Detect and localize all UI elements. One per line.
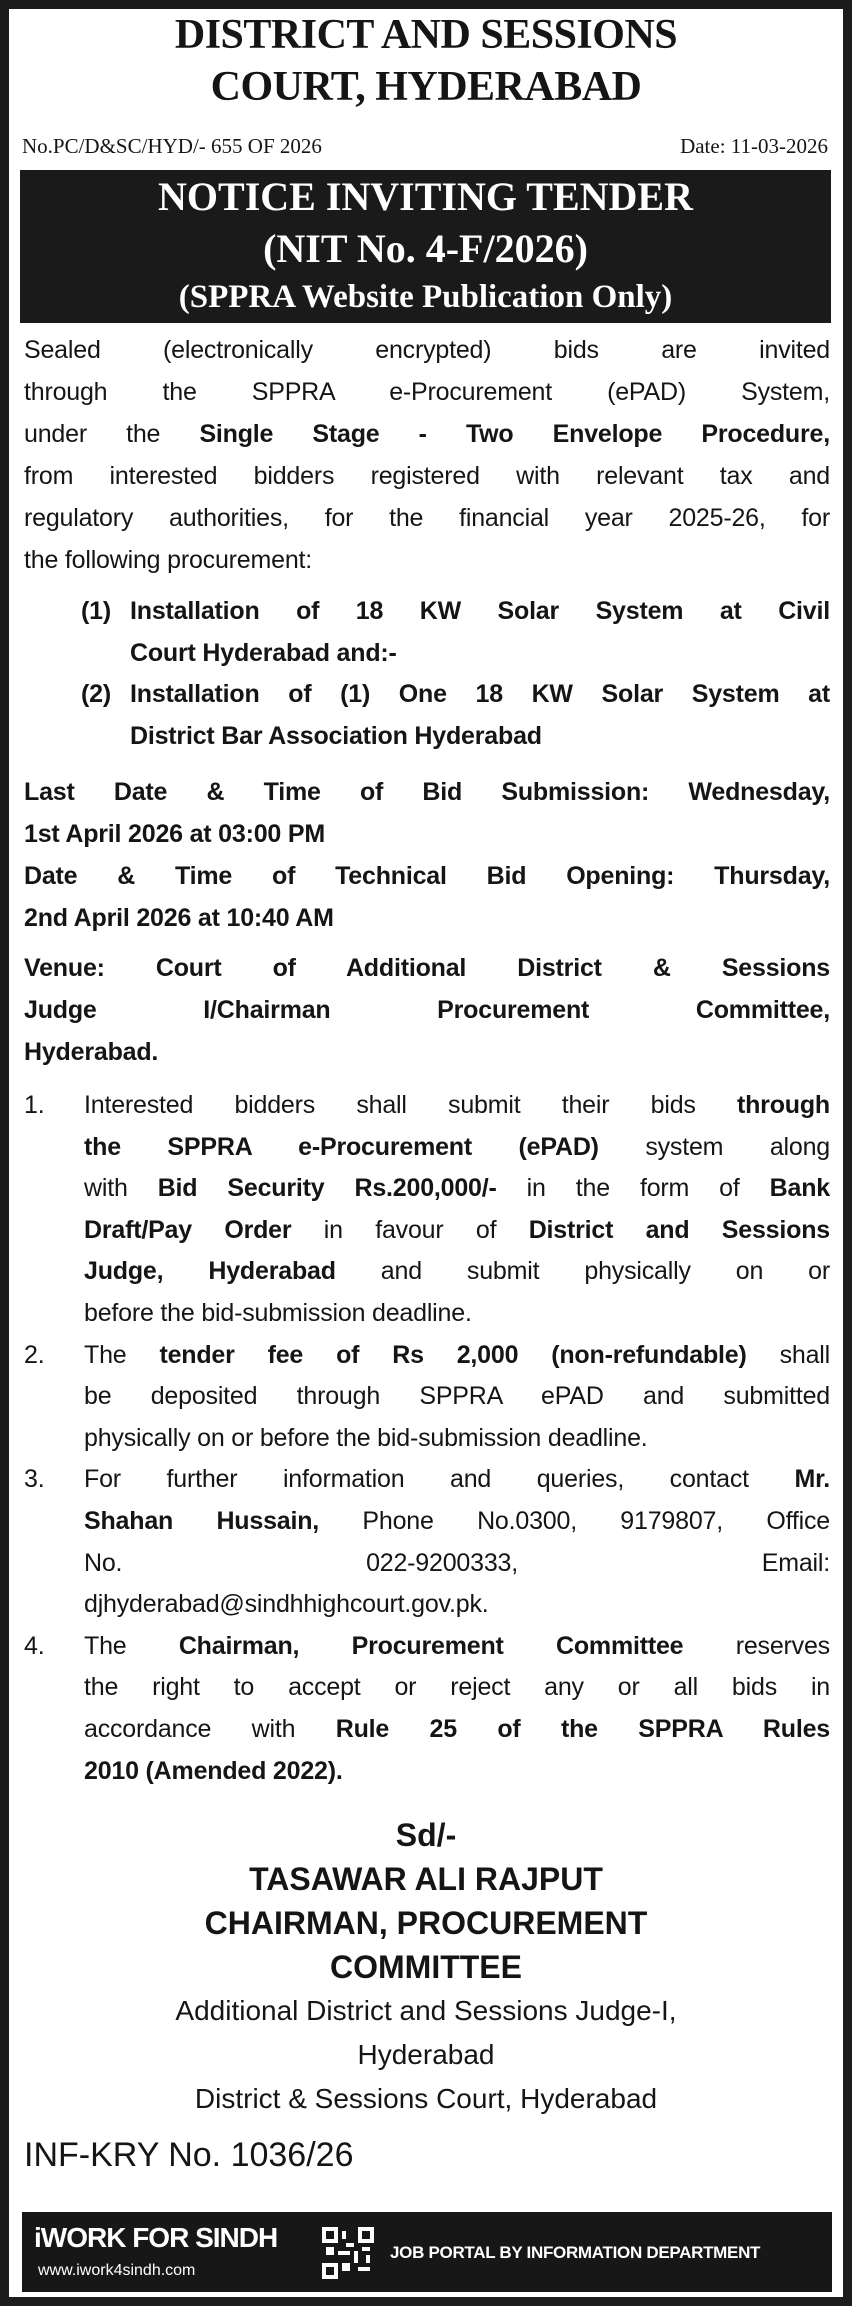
- text: For further information and queries, contact: [84, 1465, 795, 1494]
- signature-block: [0, 1813, 852, 2121]
- list-number: (1): [81, 597, 111, 625]
- text-line: [84, 1168, 830, 1210]
- text: regulatory authorities, for the financial year 2025-26, for: [24, 504, 830, 532]
- list-item: [24, 591, 830, 674]
- text-line: [84, 1626, 830, 1668]
- text-line: [24, 855, 830, 897]
- intro-paragraph: [24, 329, 830, 581]
- text-line: [84, 1376, 830, 1418]
- list-item-text: [84, 1335, 830, 1460]
- bold-text: Chairman, Procurement Committee: [178, 1631, 684, 1660]
- bold-text: 2nd April 2026 at 10:40 AM: [24, 904, 334, 932]
- text-line: [24, 371, 830, 413]
- bold-text: Last Date & Time of Bid Submission: Wednesday,: [24, 778, 830, 806]
- bold-text: Venue: Court of Additional District & Sessions: [24, 954, 830, 982]
- nit-number: (NIT No. 4-F/2026): [263, 226, 588, 271]
- reference-number: No.PC/D&SC/HYD/- 655 OF 2026: [22, 134, 322, 158]
- text: Interested bidders shall submit their bids: [84, 1091, 737, 1119]
- text: with: [84, 1174, 158, 1203]
- conditions-list: [24, 1085, 830, 1792]
- text: in the form of: [496, 1174, 770, 1203]
- text-line: [84, 1543, 830, 1585]
- bold-text: tender fee of Rs 2,000 (non-refundable): [159, 1340, 747, 1369]
- procurement-items: [24, 591, 830, 757]
- text-line: [84, 1085, 830, 1127]
- text-line: [84, 1751, 830, 1793]
- bold-text: Installation of (1) One 18 KW Solar System at: [130, 680, 830, 709]
- text: and submit physically on or: [335, 1257, 830, 1286]
- list-item: [24, 1085, 830, 1335]
- qr-code-icon: [322, 2226, 374, 2280]
- bold-text: Bid Security Rs.200,000/-: [157, 1174, 497, 1203]
- text-line: [84, 1127, 830, 1169]
- footer-url[interactable]: www.iwork4sindh.com: [38, 2262, 196, 2279]
- list-number: 4.: [24, 1631, 45, 1660]
- text: physically on or before the bid-submission deadline.: [84, 1423, 648, 1452]
- text-line: [24, 455, 830, 497]
- list-number: (2): [81, 680, 111, 709]
- text-line: [130, 716, 830, 758]
- venue-paragraph: [24, 947, 830, 1073]
- text-line: [84, 1418, 830, 1460]
- list-item-text: [130, 674, 830, 757]
- text-line: [24, 897, 830, 939]
- bold-text: through: [736, 1091, 830, 1119]
- court-title-line2: COURT, HYDERABAD: [210, 64, 642, 110]
- signatory-designation-line1: CHAIRMAN, PROCUREMENT: [204, 1905, 648, 1941]
- inf-number: INF-KRY No. 1036/26: [24, 2136, 354, 2174]
- signatory-office-line2: Hyderabad: [357, 2039, 495, 2070]
- text-line: [84, 1335, 830, 1377]
- nit-subheading: (SPPRA Website Publication Only): [178, 279, 673, 315]
- bold-text: Single Stage - Two Envelope Procedure,: [199, 420, 830, 448]
- signature-sd: Sd/-: [395, 1817, 457, 1853]
- bold-text: Draft/Pay Order: [84, 1215, 292, 1244]
- bold-text: Installation of 18 KW Solar System at Civil: [130, 597, 830, 625]
- text: be deposited through SPPRA ePAD and submitted: [84, 1382, 830, 1411]
- text-line: [84, 1501, 830, 1543]
- list-item-text: [84, 1459, 830, 1625]
- text-line: [24, 413, 830, 455]
- bold-text: Mr.: [794, 1465, 830, 1494]
- list-item-text: [84, 1626, 830, 1792]
- text: accordance with: [84, 1714, 336, 1743]
- text: system along: [598, 1132, 831, 1161]
- text-line: [24, 329, 830, 371]
- signatory-office-line3: District & Sessions Court, Hyderabad: [194, 2083, 658, 2114]
- list-number: 1.: [24, 1091, 45, 1119]
- text-line: [84, 1210, 830, 1252]
- text-line: [84, 1584, 830, 1626]
- text-line: [130, 591, 830, 633]
- bid-schedule: [24, 771, 830, 939]
- bold-text: District Bar Association Hyderabad: [130, 721, 542, 750]
- text: under the: [24, 420, 200, 448]
- bold-text: Shahan Hussain,: [84, 1506, 320, 1535]
- text-line: [24, 539, 830, 581]
- footer-tagline: JOB PORTAL BY INFORMATION DEPARTMENT: [390, 2243, 761, 2262]
- text-line: [84, 1709, 830, 1751]
- text: in favour of: [291, 1215, 529, 1244]
- text: before the bid-submission deadline.: [84, 1298, 472, 1327]
- text-line: [24, 947, 830, 989]
- text-line: [130, 633, 830, 675]
- bold-text: Date & Time of Technical Bid Opening: Thursday,: [24, 862, 830, 890]
- signatory-name: TASAWAR ALI RAJPUT: [249, 1861, 603, 1897]
- signatory-designation-line2: COMMITTEE: [330, 1949, 522, 1985]
- list-item-text: [84, 1085, 830, 1335]
- bold-text: Rule 25 of the SPPRA Rules: [335, 1714, 830, 1743]
- text: djhyderabad@sindhhighcourt.gov.pk.: [84, 1590, 489, 1619]
- bold-text: the SPPRA e-Procurement (ePAD): [84, 1132, 599, 1161]
- court-title-line1: DISTRICT AND SESSIONS: [174, 12, 678, 58]
- text: reserves: [683, 1631, 830, 1660]
- notice-date: Date: 11-03-2026: [680, 134, 828, 158]
- text: Phone No.0300, 9179807, Office: [319, 1506, 830, 1535]
- text: No. 022-9200333, Email:: [84, 1548, 830, 1577]
- bold-text: 2010 (Amended 2022).: [84, 1756, 343, 1785]
- text-line: [24, 497, 830, 539]
- reference-line: [22, 131, 828, 161]
- text: Sealed (electronically encrypted) bids are invited: [24, 336, 830, 364]
- nit-heading: NOTICE INVITING TENDER: [158, 174, 693, 219]
- signatory-office-line1: Additional District and Sessions Judge-I,: [175, 1995, 677, 2026]
- bold-text: District and Sessions: [528, 1215, 830, 1244]
- bold-text: Bank: [769, 1174, 831, 1203]
- text-line: [84, 1459, 830, 1501]
- text: through the SPPRA e-Procurement (ePAD) System,: [24, 378, 830, 406]
- text: shall: [746, 1340, 830, 1369]
- list-number: 3.: [24, 1465, 45, 1494]
- text-line: [130, 674, 830, 716]
- text-line: [24, 771, 830, 813]
- iwork-for-sindh-logo: iWORK FOR SINDH: [34, 2222, 278, 2253]
- nit-banner: [20, 170, 831, 323]
- list-number: 2.: [24, 1340, 45, 1369]
- text-line: [24, 1031, 830, 1073]
- bold-text: Judge, Hyderabad: [84, 1257, 336, 1286]
- bold-text: Judge I/Chairman Procurement Committee,: [24, 996, 830, 1024]
- bold-text: Court Hyderabad and:-: [130, 638, 397, 667]
- text-line: [84, 1667, 830, 1709]
- text: The: [84, 1340, 160, 1369]
- text-line: [84, 1293, 830, 1335]
- bold-text: Hyderabad.: [24, 1038, 159, 1066]
- bold-text: 1st April 2026 at 03:00 PM: [24, 820, 325, 848]
- list-item: [24, 674, 830, 757]
- text: The: [84, 1631, 179, 1660]
- text-line: [24, 989, 830, 1031]
- list-item: [24, 1626, 830, 1792]
- text: the right to accept or reject any or all bids in: [84, 1673, 830, 1702]
- list-item: [24, 1459, 830, 1625]
- text-line: [24, 813, 830, 855]
- list-item-text: [130, 591, 830, 674]
- text: from interested bidders registered with relevant tax and: [24, 462, 830, 490]
- list-item: [24, 1335, 830, 1460]
- text: the following procurement:: [24, 546, 313, 574]
- footer-banner: [22, 2212, 832, 2292]
- text-line: [84, 1251, 830, 1293]
